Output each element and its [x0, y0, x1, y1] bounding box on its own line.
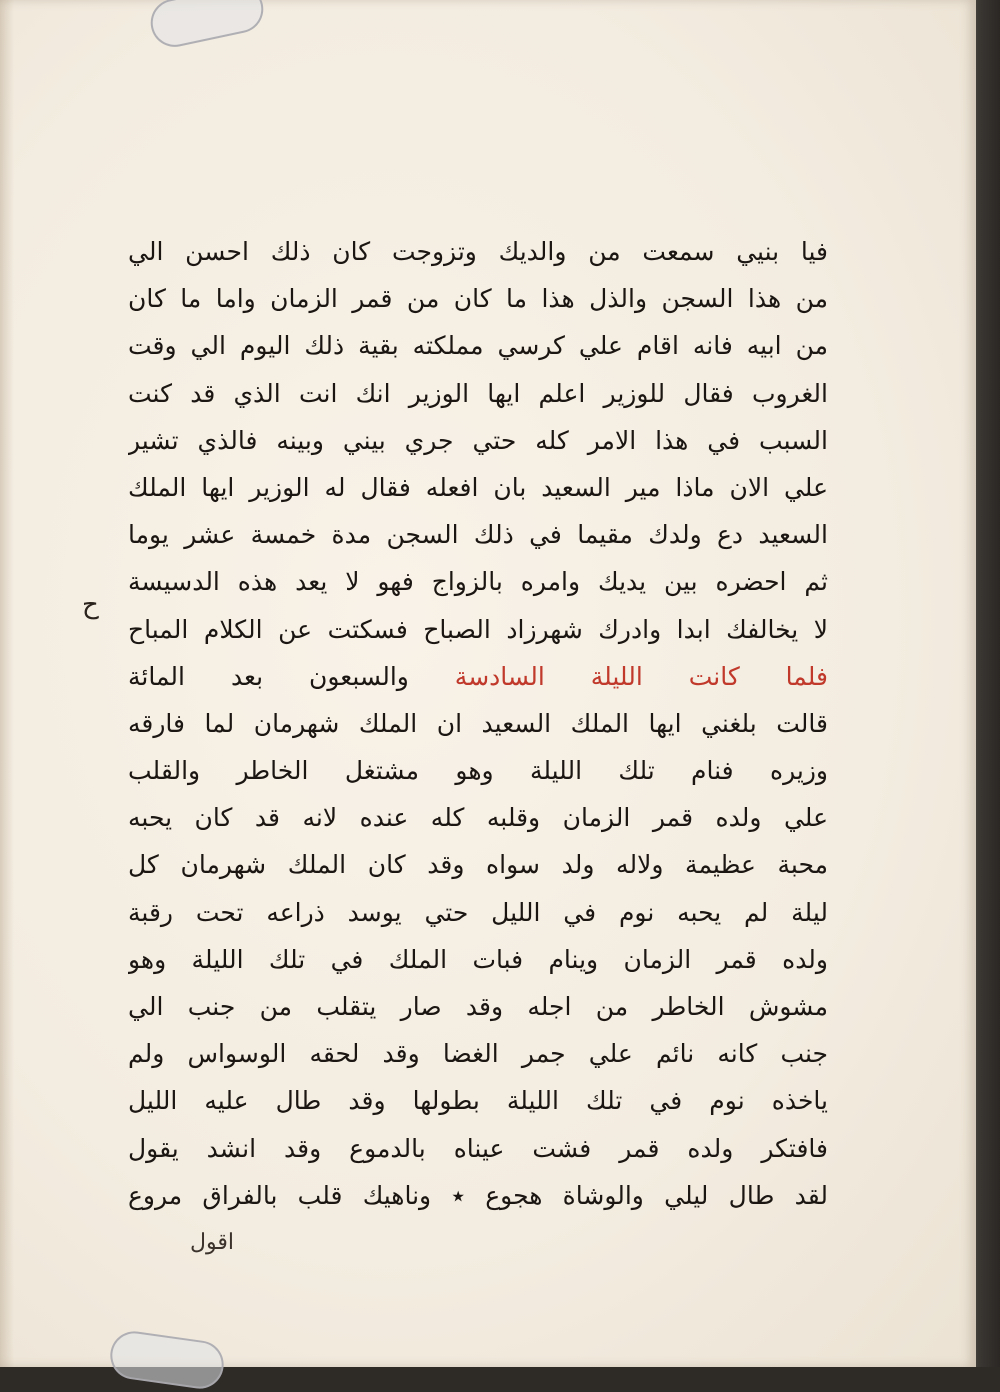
- text-line: من ابيه فانه اقام علي كرسي مملكته بقية ذلك اليوم الي وقت: [128, 331, 828, 361]
- text-line: من هذا السجن والذل هذا ما كان من قمر الزمان واما ما كان: [128, 284, 828, 314]
- text-line: السعيد دع ولدك مقيما في ذلك السجن مدة خمسة عشر يوما: [128, 520, 828, 550]
- text-line: لقد طال ليلي والوشاة هجوع ٭ وناهيك قلب بالفراق مروع: [128, 1180, 828, 1210]
- margin-mark: ح: [82, 590, 99, 620]
- text-line: قالت بلغني ايها الملك السعيد ان الملك شهرمان لما فارقه: [128, 708, 828, 738]
- page-clip-icon: [146, 0, 267, 51]
- text-line: ليلة لم يحبه نوم في الليل حتي يوسد ذراعه تحت رقبة: [128, 897, 828, 927]
- text-line: لا يخالفك ابدا وادرك شهرزاد الصباح فسكتت عن الكلام المباح: [128, 614, 828, 644]
- text-line: الغروب فقال للوزير اعلم ايها الوزير انك انت الذي قد كنت: [128, 378, 828, 408]
- manuscript-text-block: [128, 228, 828, 1219]
- text-line: ثم احضره بين يديك وامره بالزواج فهو لا يعد هذه الدسيسة: [128, 567, 828, 597]
- text-line: والسبعون بعد المائة: [128, 661, 409, 691]
- text-line: وزيره فنام تلك الليلة وهو مشتغل الخاطر والقلب: [128, 756, 828, 786]
- text-line: السبب في هذا الامر كله حتي جري بيني وبينه فالذي تشير: [128, 425, 828, 455]
- text-line: ياخذه نوم في تلك الليلة بطولها وقد طال عليه الليل: [128, 1086, 828, 1116]
- text-line: فيا بنيي سمعت من والديك وتزوجت كان ذلك احسن الي: [128, 237, 828, 266]
- text-line: جنب كانه نائم علي جمر الغضا وقد لحقه الوسواس ولم: [128, 1039, 828, 1069]
- text-line: علي ولده قمر الزمان وقلبه كله عنده لانه قد كان يحبه: [128, 803, 828, 833]
- text-line: محبة عظيمة ولاله ولد سواه وقد كان الملك شهرمان كل: [128, 850, 828, 880]
- rubric-line: [128, 653, 828, 700]
- catchword: اقول: [190, 1230, 234, 1255]
- text-line: فافتكر ولده قمر فشت عيناه بالدموع وقد انشد يقول: [128, 1133, 828, 1163]
- text-line: ولده قمر الزمان وينام فبات الملك في تلك الليلة وهو: [128, 944, 828, 974]
- text-line: مشوش الخاطر من اجله وقد صار يتقلب من جنب الي: [128, 992, 828, 1021]
- rubric-heading: فلما كانت الليلة السادسة: [454, 661, 828, 691]
- page-clip-icon: [107, 1328, 227, 1391]
- text-line: علي الان ماذا مير السعيد بان افعله فقال له الوزير ايها الملك: [128, 472, 828, 502]
